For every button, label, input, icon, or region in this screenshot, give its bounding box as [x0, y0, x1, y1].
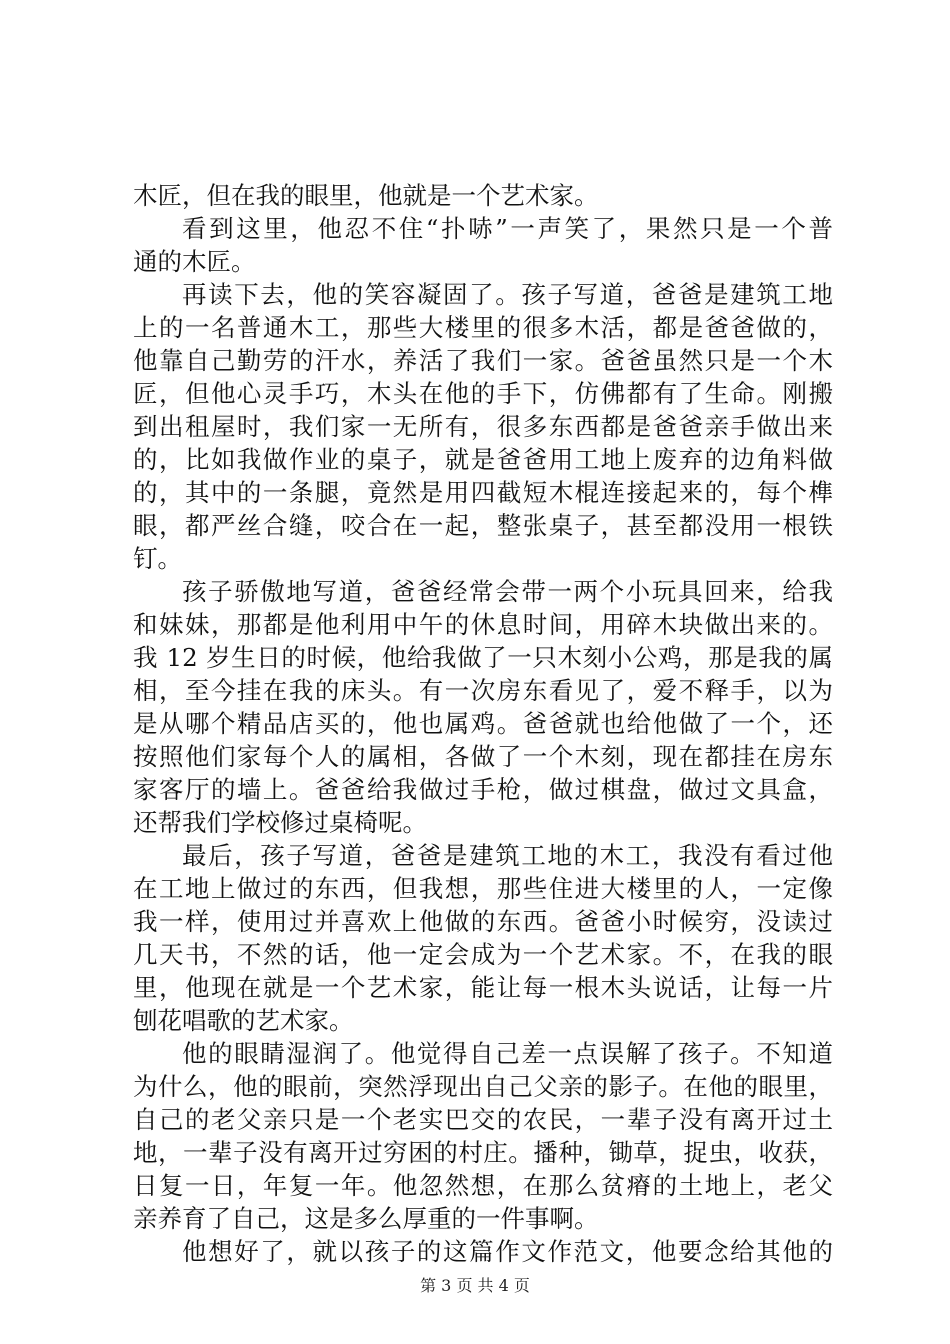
text-line: 的，其中的一条腿，竟然是用四截短木棍连接起来的，每个榫 — [133, 478, 833, 507]
text-line: 和妹妹，那都是他利用中午的休息时间，用碎木块做出来的。 — [133, 610, 833, 639]
text-line: 日复一日，年复一年。他忽然想，在那么贫瘠的土地上，老父 — [133, 1171, 833, 1200]
text-line: 在工地上做过的东西，但我想，那些住进大楼里的人，一定像 — [133, 874, 833, 903]
text-line: 匠，但他心灵手巧，木头在他的手下，仿佛都有了生命。刚搬 — [133, 379, 833, 408]
paragraph-first-line: 最后，孩子写道，爸爸是建筑工地的木工，我没有看过他 — [182, 841, 833, 870]
text-line: 他靠自己勤劳的汗水，养活了我们一家。爸爸虽然只是一个木 — [133, 346, 833, 375]
page-footer: 第 3 页 共 4 页 — [420, 1276, 530, 1295]
paragraph-first-line: 再读下去，他的笑容凝固了。孩子写道，爸爸是建筑工地 — [182, 280, 833, 309]
text-line: 我 12 岁生日的时候，他给我做了一只木刻小公鸡，那是我的属 — [133, 643, 833, 672]
paragraph-first-line: 他的眼睛湿润了。他觉得自己差一点误解了孩子。不知道 — [182, 1039, 833, 1068]
text-line: 地，一辈子没有离开过穷困的村庄。播种，锄草，捉虫，收获， — [133, 1138, 833, 1167]
text-line: 眼，都严丝合缝，咬合在一起，整张桌子，甚至都没用一根铁 — [133, 511, 833, 540]
text-line: 为什么，他的眼前，突然浮现出自己父亲的影子。在他的眼里， — [133, 1072, 833, 1101]
paragraph-first-line: 看到这里，他忍不住“扑哧”一声笑了，果然只是一个普 — [182, 214, 833, 243]
text-line: 相，至今挂在我的床头。有一次房东看见了，爱不释手，以为 — [133, 676, 833, 705]
text-line: 几天书，不然的话，他一定会成为一个艺术家。不，在我的眼 — [133, 940, 833, 969]
text-line: 还帮我们学校修过桌椅呢。 — [133, 808, 427, 837]
text-line: 自己的老父亲只是一个老实巴交的农民，一辈子没有离开过土 — [133, 1105, 833, 1134]
text-line: 按照他们家每个人的属相，各做了一个木刻，现在都挂在房东 — [133, 742, 833, 771]
text-line: 通的木匠。 — [133, 247, 256, 276]
text-line: 亲养育了自己，这是多么厚重的一件事啊。 — [133, 1204, 599, 1233]
paragraph-first-line: 孩子骄傲地写道，爸爸经常会带一两个小玩具回来，给我 — [182, 577, 833, 606]
text-line: 里，他现在就是一个艺术家，能让每一根木头说话，让每一片 — [133, 973, 833, 1002]
text-line: 到出租屋时，我们家一无所有，很多东西都是爸爸亲手做出来 — [133, 412, 833, 441]
paragraph-first-line: 他想好了，就以孩子的这篇作文作范文，他要念给其他的 — [182, 1237, 833, 1266]
text-line: 家客厅的墙上。爸爸给我做过手枪，做过棋盘，做过文具盒， — [133, 775, 833, 804]
text-line: 木匠，但在我的眼里，他就是一个艺术家。 — [133, 181, 599, 210]
text-line: 上的一名普通木工，那些大楼里的很多木活，都是爸爸做的， — [133, 313, 833, 342]
text-line: 的，比如我做作业的桌子，就是爸爸用工地上废弃的边角料做 — [133, 445, 833, 474]
text-line: 我一样，使用过并喜欢上他做的东西。爸爸小时候穷，没读过 — [133, 907, 833, 936]
text-line: 刨花唱歌的艺术家。 — [133, 1006, 354, 1035]
text-line: 钉。 — [133, 544, 182, 573]
text-line: 是从哪个精品店买的，他也属鸡。爸爸就也给他做了一个，还 — [133, 709, 833, 738]
